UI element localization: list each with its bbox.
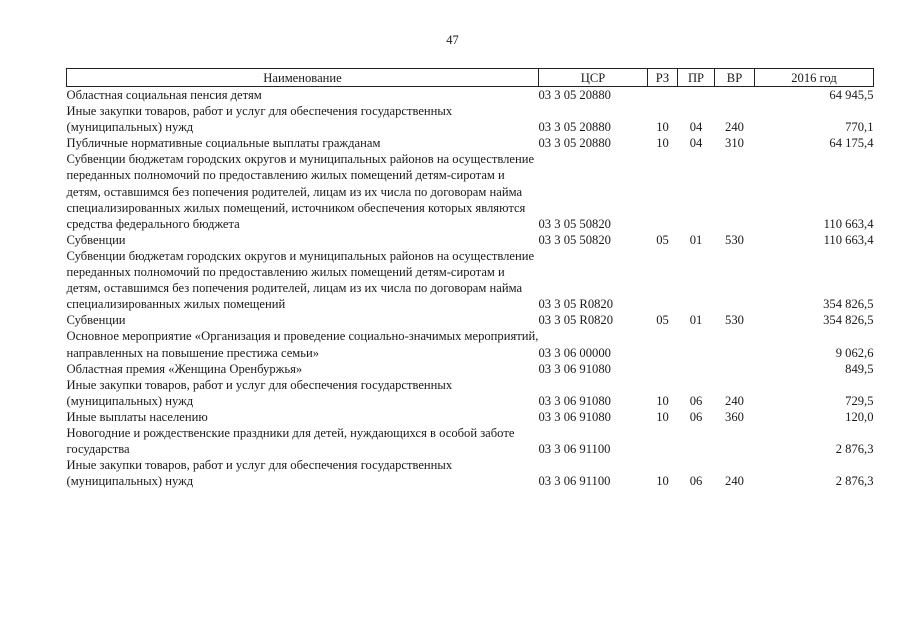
cell-rz: 10 <box>656 393 669 408</box>
cell-amount: 110 663,4 <box>823 216 874 231</box>
cell-pr <box>678 87 715 104</box>
page-number: 47 <box>446 33 459 47</box>
table-row <box>67 232 874 248</box>
cell-amount: 64 945,5 <box>829 88 874 102</box>
cell-pr <box>678 361 715 377</box>
cell-csr: 03 3 06 00000 <box>538 345 611 360</box>
table-row <box>67 425 874 457</box>
cell-amount: 770,1 <box>845 120 874 135</box>
cell-vr: 310 <box>725 136 744 151</box>
cell-csr: 03 3 06 91100 <box>538 474 611 489</box>
cell-csr: 03 3 05 50820 <box>538 232 611 247</box>
cell-name: Субвенции бюджетам городских округов и муниципальных районов на осуществление переданных полномочий по предоставлению жилых помещений детям-сиротам и детям, оставшимся без попечения родителей, лицам из их числа по договорам найма специализированных жилых помещений, источником обеспечения которых являются средства федерального бюджета <box>66 152 535 231</box>
cell-rz <box>648 248 678 312</box>
table-row <box>67 151 874 231</box>
cell-pr: 01 <box>689 313 703 328</box>
cell-pr: 04 <box>689 120 703 135</box>
cell-vr <box>715 328 755 360</box>
cell-csr: 03 3 05 50820 <box>538 216 611 231</box>
budget-table <box>66 68 874 489</box>
cell-vr <box>715 361 755 377</box>
cell-vr: 240 <box>725 393 744 408</box>
cell-csr: 03 3 06 91080 <box>538 393 611 408</box>
cell-amount: 729,5 <box>845 393 874 408</box>
cell-amount: 354 826,5 <box>823 297 874 312</box>
cell-name: Новогодние и рождественские праздники для детей, нуждающихся в особой заботе государства <box>66 425 515 457</box>
cell-pr <box>678 151 715 231</box>
cell-amount: 110 663,4 <box>823 232 874 247</box>
cell-rz <box>648 87 678 104</box>
cell-vr: 360 <box>725 409 744 424</box>
cell-vr: 530 <box>725 313 744 328</box>
header-vr: ВР <box>715 69 755 87</box>
cell-csr: 03 3 06 91080 <box>538 361 611 376</box>
table-row <box>67 361 874 377</box>
cell-amount: 120,0 <box>845 409 874 424</box>
cell-pr <box>678 328 715 360</box>
header-name: Наименование <box>67 69 539 87</box>
cell-rz <box>648 151 678 231</box>
cell-rz <box>648 425 678 457</box>
cell-csr: 03 3 05 20880 <box>538 88 611 102</box>
cell-rz: 05 <box>656 232 669 247</box>
header-row <box>67 69 874 87</box>
cell-name: Областная премия «Женщина Оренбуржья» <box>66 361 303 376</box>
cell-csr: 03 3 05 R0820 <box>538 297 614 312</box>
cell-rz: 10 <box>656 136 669 151</box>
table-row <box>67 135 874 151</box>
cell-vr: 530 <box>725 232 744 247</box>
cell-csr: 03 3 05 20880 <box>538 120 611 135</box>
cell-name: Субвенции бюджетам городских округов и муниципальных районов на осуществление переданных полномочий по предоставлению жилых помещений детям-сиротам и детям, оставшимся без попечения родителей, лицам из их числа по договорам найма специализированных жилых помещений <box>66 248 535 312</box>
cell-pr <box>678 425 715 457</box>
cell-amount: 2 876,3 <box>835 442 874 457</box>
cell-name: Иные закупки товаров, работ и услуг для обеспечения государственных (муниципальных) нужд <box>66 104 453 135</box>
cell-amount: 2 876,3 <box>835 474 874 489</box>
cell-name: Иные закупки товаров, работ и услуг для обеспечения государственных (муниципальных) нужд <box>66 458 453 489</box>
cell-name: Субвенции <box>66 313 126 328</box>
cell-rz <box>648 328 678 360</box>
cell-csr: 03 3 05 20880 <box>538 136 611 151</box>
cell-pr: 06 <box>689 474 703 489</box>
table-row <box>67 457 874 489</box>
cell-name: Иные закупки товаров, работ и услуг для обеспечения государственных (муниципальных) нужд <box>66 377 453 408</box>
cell-csr: 03 3 05 R0820 <box>538 313 614 328</box>
cell-pr: 04 <box>689 136 703 151</box>
table-row <box>67 312 874 328</box>
cell-vr: 240 <box>725 120 744 135</box>
table-row <box>67 377 874 409</box>
cell-name: Областная социальная пенсия детям <box>66 88 262 102</box>
table-header <box>67 69 874 87</box>
cell-rz: 10 <box>656 409 669 424</box>
table-row <box>67 87 874 104</box>
header-pr: ПР <box>678 69 715 87</box>
table-row <box>67 248 874 312</box>
cell-amount: 354 826,5 <box>823 313 874 328</box>
cell-rz: 10 <box>656 474 669 489</box>
cell-name: Основное мероприятие «Организация и проведение социально-значимых мероприятий, направленных на повышение престижа семьи» <box>66 329 539 360</box>
cell-name: Субвенции <box>66 232 126 247</box>
table-row <box>67 103 874 135</box>
cell-pr: 06 <box>689 393 703 408</box>
cell-vr <box>715 248 755 312</box>
cell-vr <box>715 87 755 104</box>
cell-pr <box>678 248 715 312</box>
cell-vr: 240 <box>725 474 744 489</box>
cell-amount: 9 062,6 <box>835 345 874 360</box>
cell-name: Иные выплаты населению <box>66 409 208 424</box>
cell-name: Публичные нормативные социальные выплаты гражданам <box>66 136 381 151</box>
table-row <box>67 409 874 425</box>
header-csr: ЦСР <box>539 69 648 87</box>
cell-amount: 849,5 <box>845 361 874 376</box>
cell-vr <box>715 151 755 231</box>
cell-rz <box>648 361 678 377</box>
table-row <box>67 328 874 360</box>
cell-pr: 06 <box>689 409 703 424</box>
cell-csr: 03 3 06 91080 <box>538 409 611 424</box>
cell-rz: 05 <box>656 313 669 328</box>
cell-pr: 01 <box>689 232 703 247</box>
cell-vr <box>715 425 755 457</box>
cell-csr: 03 3 06 91100 <box>538 442 611 457</box>
cell-amount: 64 175,4 <box>829 136 874 151</box>
header-rz: РЗ <box>648 69 678 87</box>
cell-rz: 10 <box>656 120 669 135</box>
header-amount: 2016 год <box>755 69 874 87</box>
table-body <box>67 87 874 490</box>
